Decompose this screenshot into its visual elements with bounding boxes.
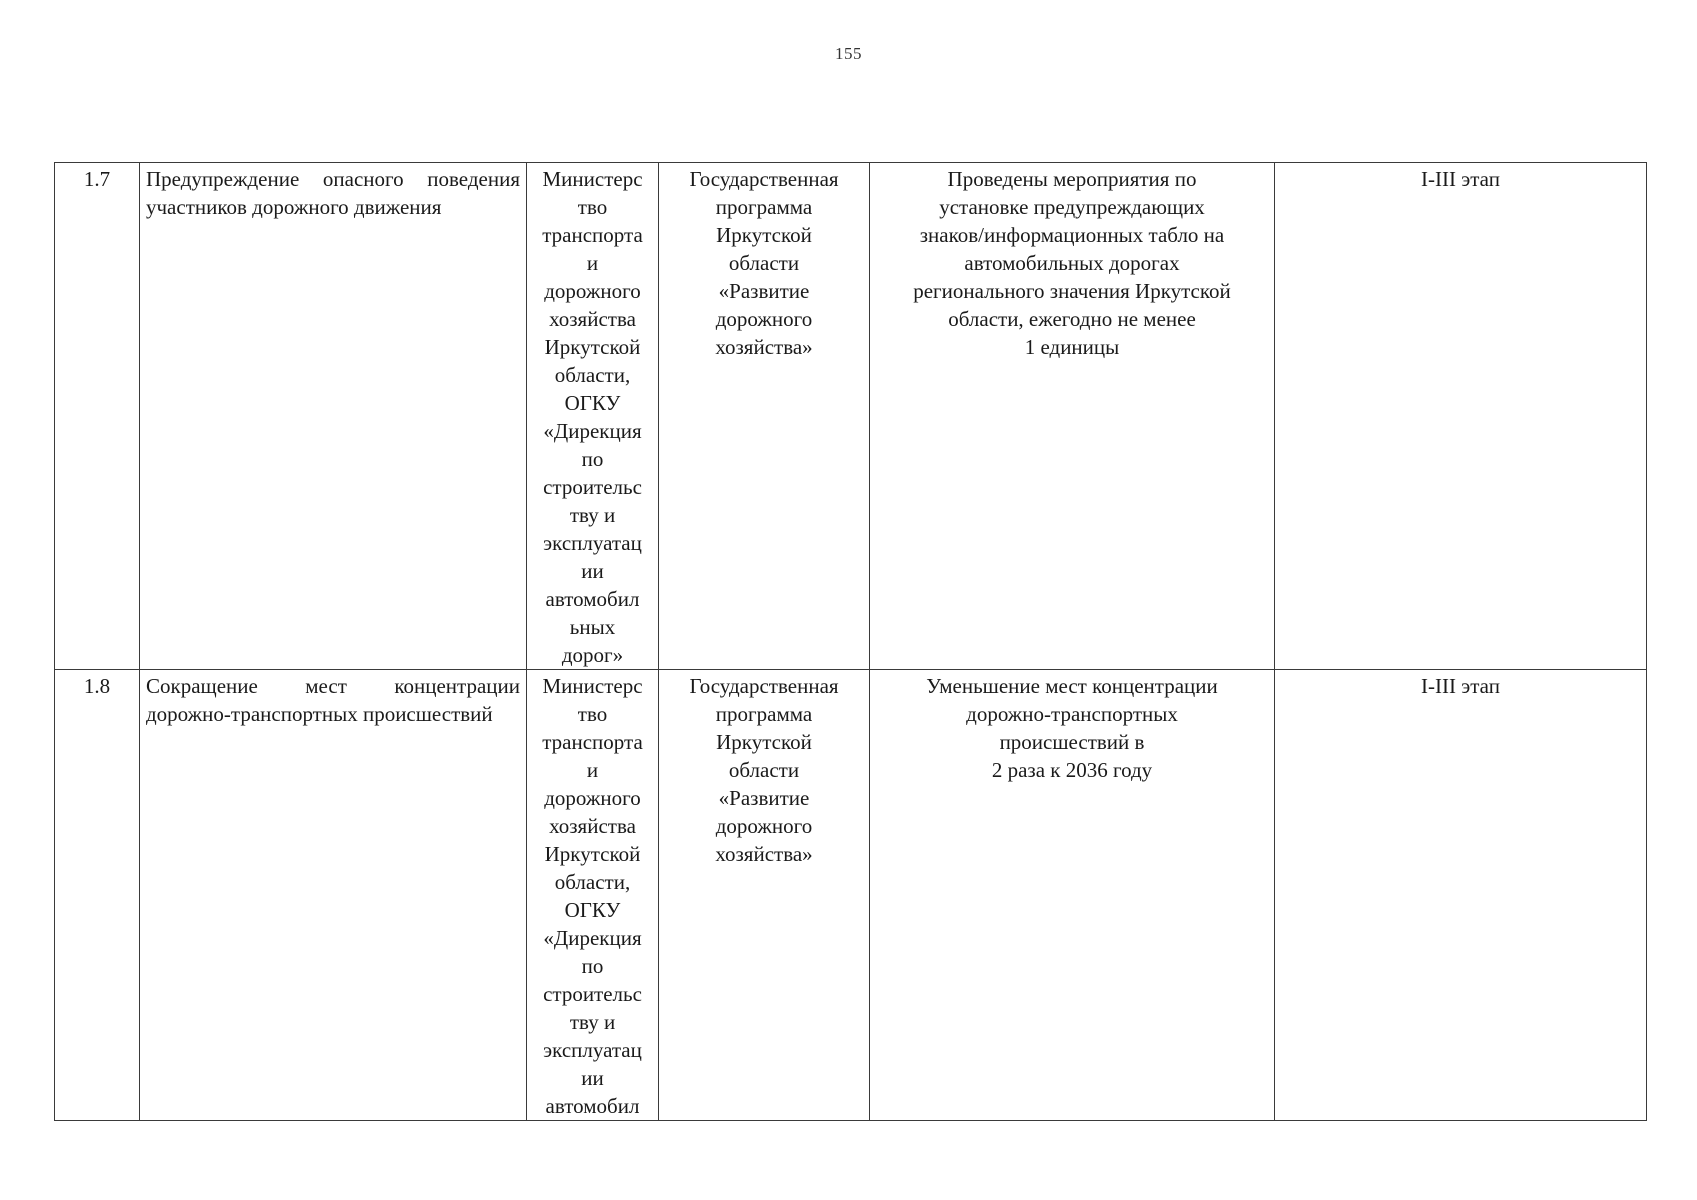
program-line: дорожного xyxy=(715,307,813,331)
program-line: Государственная xyxy=(689,167,839,191)
page-number: 155 xyxy=(835,44,862,63)
program-cell xyxy=(659,163,870,670)
executor-line: тво xyxy=(577,702,608,726)
row-number: 1.7 xyxy=(55,163,140,670)
executor-line: автомобил xyxy=(545,587,640,611)
executor-line: ии xyxy=(581,559,604,583)
executor-line: строительс xyxy=(543,475,642,499)
executor-cell xyxy=(527,163,659,670)
stage-cell: I-III этап xyxy=(1275,670,1647,1121)
result-line: Уменьшение мест концентрации xyxy=(926,674,1218,698)
result-cell xyxy=(870,163,1275,670)
executor-line: тво xyxy=(577,195,608,219)
executor-line: Иркутской xyxy=(544,335,641,359)
executor-line: хозяйства xyxy=(549,814,636,838)
executor-line: Министерс xyxy=(542,674,643,698)
result-line: 1 единицы xyxy=(1024,335,1120,359)
result-line: 2 раза к 2036 году xyxy=(991,758,1153,782)
measures-table xyxy=(54,162,1647,1121)
measure-name: Предупреждение опасного поведения участников дорожного движения xyxy=(140,163,527,670)
table-row xyxy=(55,670,1647,1121)
executor-line: строительс xyxy=(543,982,642,1006)
program-line: «Развитие xyxy=(718,279,810,303)
executor-line: Иркутской xyxy=(544,842,641,866)
executor-line: тву и xyxy=(569,1010,616,1034)
program-line: Государственная xyxy=(689,674,839,698)
executor-line: дорог» xyxy=(561,643,624,667)
executor-line: транспорта xyxy=(542,223,643,247)
result-line: происшествий в xyxy=(999,730,1145,754)
result-line: знаков/информационных табло на xyxy=(919,223,1225,247)
executor-line: по xyxy=(581,447,604,471)
executor-line: области, xyxy=(554,870,631,894)
program-cell xyxy=(659,670,870,1121)
result-line: автомобильных дорогах xyxy=(964,251,1180,275)
program-line: Иркутской xyxy=(716,223,812,247)
program-line: программа xyxy=(715,195,813,219)
program-line: дорожного xyxy=(715,814,813,838)
program-line: хозяйства» xyxy=(715,335,813,359)
result-line: регионального значения Иркутской xyxy=(913,279,1231,303)
program-line: хозяйства» xyxy=(715,842,813,866)
result-line: дорожно-транспортных xyxy=(966,702,1178,726)
executor-line: ии xyxy=(581,1066,604,1090)
program-line: программа xyxy=(715,702,813,726)
table-row xyxy=(55,163,1647,670)
program-line: Иркутской xyxy=(716,730,812,754)
executor-line: дорожного xyxy=(544,279,641,303)
executor-line: тву и xyxy=(569,503,616,527)
result-line: Проведены мероприятия по xyxy=(947,167,1197,191)
executor-line: автомобил xyxy=(545,1094,640,1118)
result-line: установке предупреждающих xyxy=(939,195,1205,219)
executor-line: и xyxy=(586,251,599,275)
executor-line: ОГКУ xyxy=(564,898,621,922)
result-cell xyxy=(870,670,1275,1121)
row-number: 1.8 xyxy=(55,670,140,1121)
executor-cell xyxy=(527,670,659,1121)
executor-line: области, xyxy=(554,363,631,387)
executor-line: хозяйства xyxy=(549,307,636,331)
executor-line: дорожного xyxy=(544,786,641,810)
executor-line: ьных xyxy=(569,615,616,639)
result-line: области, ежегодно не менее xyxy=(948,307,1196,331)
executor-line: транспорта xyxy=(542,730,643,754)
program-line: области xyxy=(728,251,800,275)
measure-name: Сокращение мест концентрации дорожно-транспортных происшествий xyxy=(140,670,527,1121)
executor-line: и xyxy=(586,758,599,782)
executor-line: по xyxy=(581,954,604,978)
executor-line: «Дирекция xyxy=(543,419,642,443)
program-line: «Развитие xyxy=(718,786,810,810)
program-line: области xyxy=(728,758,800,782)
executor-line: ОГКУ xyxy=(564,391,621,415)
executor-line: эксплуатац xyxy=(543,1038,642,1062)
executor-line: «Дирекция xyxy=(543,926,642,950)
executor-line: Министерс xyxy=(542,167,643,191)
executor-line: эксплуатац xyxy=(543,531,642,555)
stage-cell: I-III этап xyxy=(1275,163,1647,670)
